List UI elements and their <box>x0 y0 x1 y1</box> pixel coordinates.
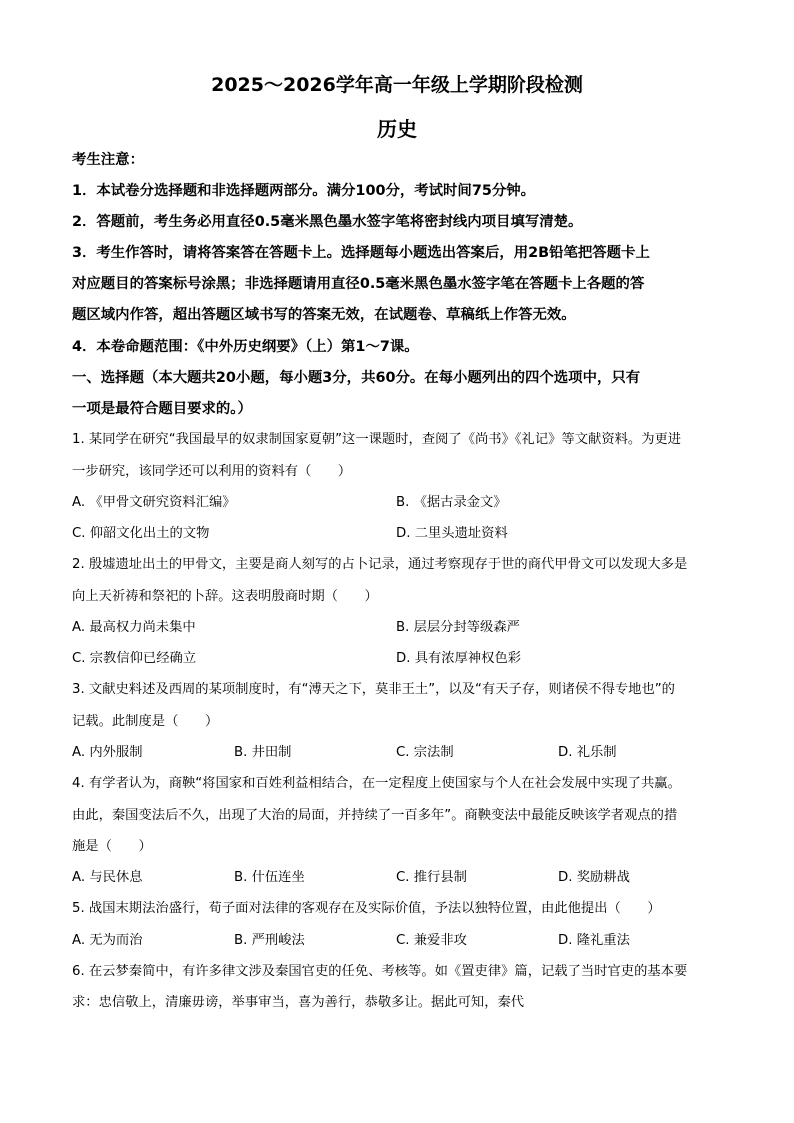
section-heading: 一、选择题（本大题共20小题，每小题3分，共60分。在每小题列出的四个选项中，只有 <box>72 370 641 386</box>
notice-line: 4．本卷命题范围：《中外历史纲要》（上）第1～7课。 <box>72 339 419 355</box>
question-6-stem: 6. 在云梦秦简中，有许多律文涉及秦国官吏的任免、考核等。如《置吏律》篇，记载了当时官吏的基本要 <box>72 964 688 979</box>
question-2-stem: 向上天祈祷和祭祀的卜辞。这表明殷商时期（ ） <box>72 589 378 604</box>
question-1-option-d: D. 二里头遗址资料 <box>396 526 508 541</box>
question-1-stem: 1. 某同学在研究“我国最早的奴隶制国家夏朝”这一课题时，查阅了《尚书》《礼记》等文献资料。为更进 <box>72 432 682 447</box>
question-4-stem: 4. 有学者认为，商鞅“将国家和百姓利益相结合，在一定程度上使国家与个人在社会发展中实现了共赢。 <box>72 776 681 791</box>
exam-title: 2025～2026学年高一年级上学期阶段检测 <box>211 74 583 96</box>
question-2-option-a: A. 最高权力尚未集中 <box>72 620 196 635</box>
question-4-option-b: B. 什伍连坐 <box>234 870 305 885</box>
notice-line: 3．考生作答时，请将答案答在答题卡上。选择题每小题选出答案后，用2B铅笔把答题卡上 <box>72 245 650 261</box>
question-2-option-b: B. 层层分封等级森严 <box>396 620 520 635</box>
question-4-stem: 施是（ ） <box>72 839 152 854</box>
section-heading: 一项是最符合题目要求的。） <box>72 401 252 417</box>
notice-line: 2．答题前，考生务必用直径0.5毫米黑色墨水签字笔将密封线内项目填写清楚。 <box>72 214 583 230</box>
question-5-stem: 5. 战国末期法治盛行，荀子面对法律的客观存在及实际价值，予法以独特位置，由此他提出（ ） <box>72 901 661 916</box>
question-3-option-b: B. 井田制 <box>234 745 292 760</box>
notice-line: 对应题目的答案标号涂黑；非选择题请用直径0.5毫米黑色墨水签字笔在答题卡上各题的答 <box>72 276 645 292</box>
question-5-option-d: D. 隆礼重法 <box>558 933 630 948</box>
question-2-stem: 2. 殷墟遗址出土的甲骨文，主要是商人刻写的占卜记录，通过考察现存于世的商代甲骨文可以发现大多是 <box>72 557 688 572</box>
question-6-stem: 求：忠信敬上，清廉毋谤，举事审当，喜为善行，恭敬多让。据此可知，秦代 <box>72 995 525 1010</box>
question-1-option-c: C. 仰韶文化出土的文物 <box>72 526 210 541</box>
question-4-option-d: D. 奖励耕战 <box>558 870 630 885</box>
question-3-stem: 记载。此制度是（ ） <box>72 714 219 729</box>
question-3-option-c: C. 宗法制 <box>396 745 454 760</box>
question-4-option-a: A. 与民休息 <box>72 870 143 885</box>
question-2-option-d: D. 具有浓厚神权色彩 <box>396 651 522 666</box>
question-5-option-a: A. 无为而治 <box>72 933 143 948</box>
notice-line: 1．本试卷分选择题和非选择题两部分。满分100分，考试时间75分钟。 <box>72 183 536 199</box>
subject-title: 历史 <box>377 117 417 141</box>
question-2-option-c: C. 宗教信仰已经确立 <box>72 651 197 666</box>
question-1-option-a: A. 《甲骨文研究资料汇编》 <box>72 495 236 510</box>
notice-line: 题区域内作答，超出答题区域书写的答案无效，在试题卷、草稿纸上作答无效。 <box>72 307 576 323</box>
question-1-stem: 一步研究，该同学还可以利用的资料有（ ） <box>72 464 352 479</box>
question-4-option-c: C. 推行县制 <box>396 870 467 885</box>
question-1-option-b: B. 《据古录金文》 <box>396 495 507 510</box>
question-3-option-d: D. 礼乐制 <box>558 745 617 760</box>
question-3-stem: 3. 文献史料述及西周的某项制度时，有“溥天之下，莫非王土”，以及“有天子存，则诸侯不得专地也”的 <box>72 682 675 697</box>
notice-heading: 考生注意： <box>72 152 144 168</box>
question-4-stem: 由此，秦国变法后不久，出现了大治的局面，并持续了一百多年”。商鞅变法中最能反映该学者观点的措 <box>72 808 678 823</box>
question-5-option-b: B. 严刑峻法 <box>234 933 305 948</box>
question-3-option-a: A. 内外服制 <box>72 745 143 760</box>
question-5-option-c: C. 兼爱非攻 <box>396 933 467 948</box>
